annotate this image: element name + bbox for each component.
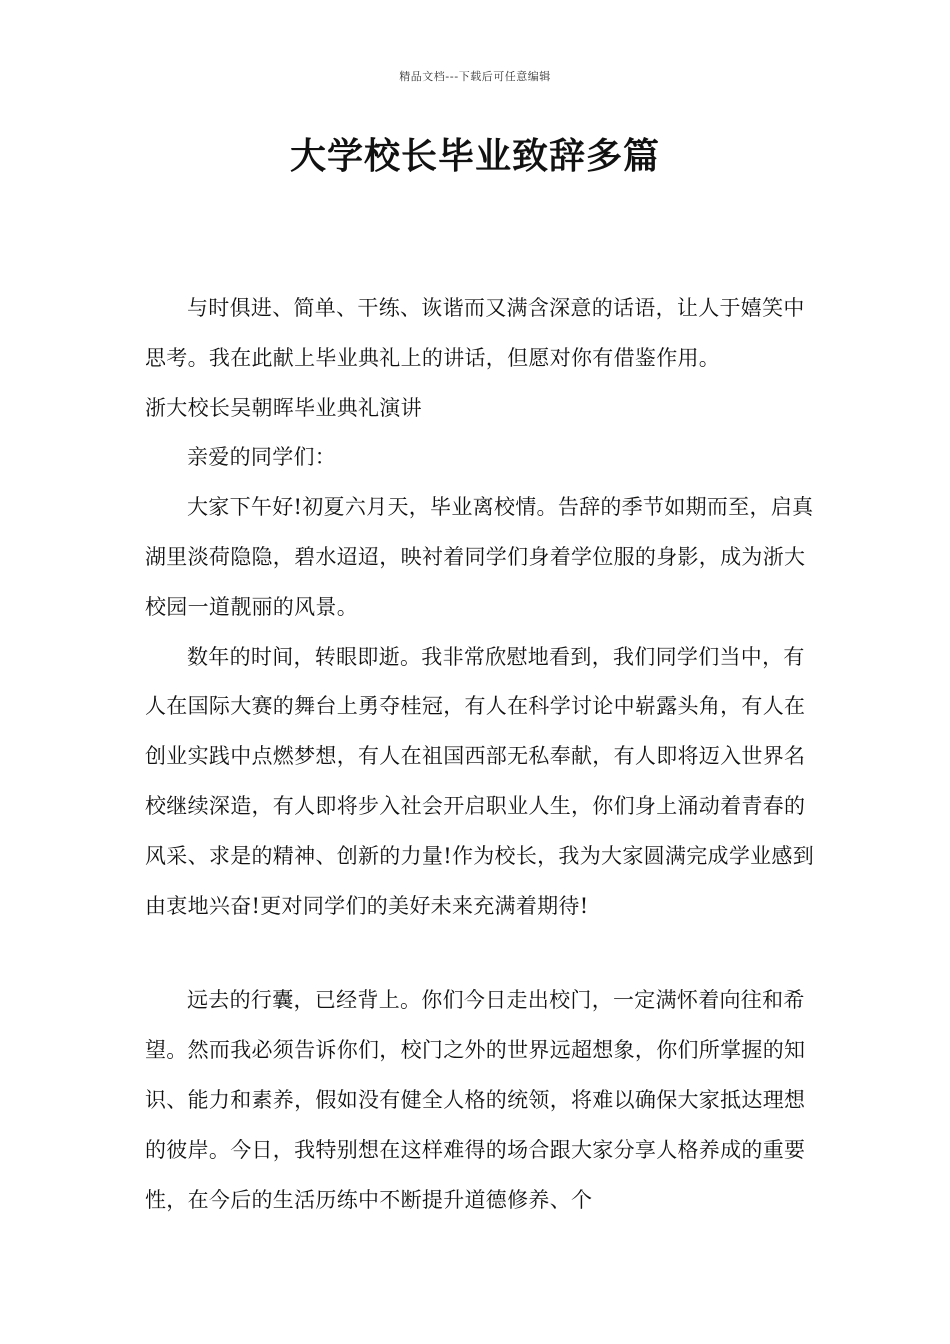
header-note: 精品文档---下载后可任意编辑 [399,70,551,83]
intro-paragraph: 与时俱进、简单、干练、诙谐而又满含深意的话语，让人于嬉笑中思考。我在此献上毕业典礼上的讲话，但愿对你有借鉴作用。 [145,296,805,370]
body-paragraph-1: 大家下午好!初夏六月天，毕业离校情。告辞的季节如期而至，启真湖里淡荷隐隐，碧水迢迢，映衬着同学们身着学位服的身影，成为浙大校园一道靓丽的风景。 [145,495,814,619]
greeting-paragraph: 亲爱的同学们： [187,445,337,470]
body-paragraph-2: 数年的时间，转眼即逝。我非常欣慰地看到，我们同学们当中，有人在国际大赛的舞台上勇夺桂冠，有人在科学讨论中崭露头角，有人在创业实践中点燃梦想，有人在祖国西部无私奉献，有人即将迈入世界名校继续深造，有人即将步入社会开启职业人生，你们身上涌动着青春的风采、求是的精神、创新的力量!作为校长，我为大家圆满完成学业感到由衷地兴奋!更对同学们的美好未来充满着期待! [145,644,815,918]
body-paragraph-3: 远去的行囊，已经背上。你们今日走出校门，一定满怀着向往和希望。然而我必须告诉你们，校门之外的世界远超想象，你们所掌握的知识、能力和素养，假如没有健全人格的统领，将难以确保大家抵达理想的彼岸。今日，我特别想在这样难得的场合跟大家分享人格养成的重要性，在今后的生活历练中不断提升道德修养、个 [145,988,806,1212]
paragraph-spacer [145,931,825,976]
speech-heading: 浙大校长吴朝晖毕业典礼演讲 [145,395,422,420]
document-body [145,284,825,1225]
document-title: 大学校长毕业致辞多篇 [289,136,660,177]
